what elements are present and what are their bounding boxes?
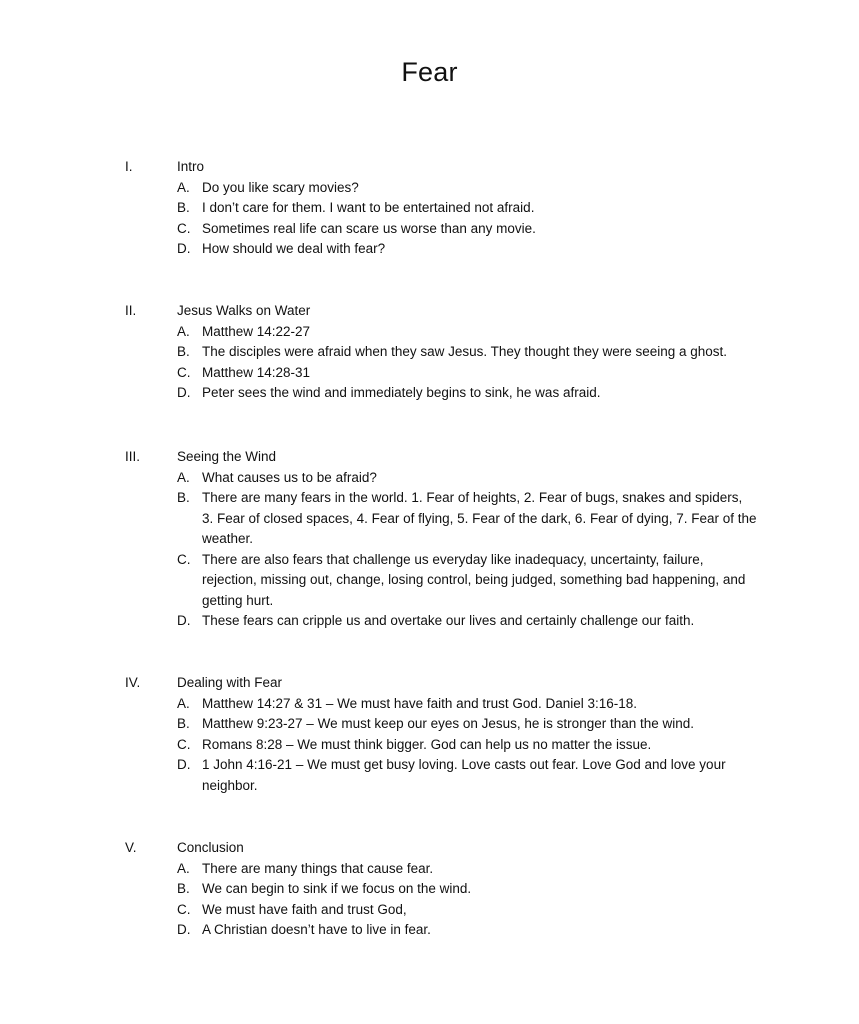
item-text: Romans 8:28 – We must think bigger. God can help us no matter the issue. <box>202 736 652 752</box>
item-letter: C. <box>177 551 191 567</box>
item-letter: A. <box>177 469 190 485</box>
item-text: 1 John 4:16-21 – We must get busy loving. Love casts out fear. Love God and love your neighbor. <box>202 757 726 793</box>
item-letter: A. <box>177 323 190 339</box>
item-letter: D. <box>177 613 191 628</box>
item-text: A Christian doesn’t have to live in fear. <box>202 922 431 937</box>
item-text: Matthew 14:22-27 <box>202 323 311 339</box>
section-numeral: III. <box>125 449 141 464</box>
item-letter: D. <box>177 385 191 400</box>
list-item <box>177 198 757 219</box>
list-item <box>177 694 757 715</box>
list-item <box>177 714 757 735</box>
item-text: There are many fears in the world. 1. Fear of heights, 2. Fear of bugs, snakes and spiders, 3. Fear of closed spaces, 4. Fear of flying, 5. Fear of the dark, 6. Fear of dying, 7. Fear of the weather. <box>202 490 757 546</box>
section-items <box>177 178 757 260</box>
list-item <box>177 468 757 489</box>
list-item <box>177 550 757 612</box>
item-letter: D. <box>177 241 191 256</box>
item-text: Peter sees the wind and immediately begins to sink, he was afraid. <box>202 385 601 400</box>
section-heading: Conclusion <box>177 840 244 855</box>
section-heading: Intro <box>177 159 205 174</box>
section-numeral: V. <box>125 840 137 855</box>
item-text: There are also fears that challenge us everyday like inadequacy, uncertainty, failure, rejection, missing out, change, losing control, being judged, something bad happening, and getting hurt. <box>202 551 746 608</box>
item-letter: B. <box>177 200 190 215</box>
item-text: Matthew 14:27 & 31 – We must have faith and trust God. Daniel 3:16-18. <box>202 695 637 711</box>
item-letter: A. <box>177 860 190 876</box>
list-item <box>177 488 757 550</box>
item-letter: D. <box>177 757 191 772</box>
list-item <box>177 879 757 900</box>
item-letter: B. <box>177 881 190 896</box>
section-items <box>177 859 757 941</box>
section-items <box>177 694 757 797</box>
item-letter: B. <box>177 716 190 731</box>
list-item <box>177 342 777 363</box>
item-letter: A. <box>177 695 190 711</box>
item-letter: C. <box>177 220 191 236</box>
list-item <box>177 900 757 921</box>
list-item <box>177 363 777 384</box>
item-letter: C. <box>177 901 191 917</box>
item-text: What causes us to be afraid? <box>202 469 377 485</box>
section-heading: Seeing the Wind <box>177 449 277 464</box>
section-numeral: IV. <box>125 675 141 690</box>
item-letter: B. <box>177 490 190 505</box>
list-item <box>177 219 757 240</box>
list-item <box>177 383 777 404</box>
item-text: Do you like scary movies? <box>202 179 359 195</box>
list-item <box>177 859 757 880</box>
item-text: How should we deal with fear? <box>202 241 386 256</box>
item-text: Matthew 9:23-27 – We must keep our eyes on Jesus, he is stronger than the wind. <box>202 716 695 731</box>
item-text: We can begin to sink if we focus on the wind. <box>202 881 472 896</box>
list-item <box>177 178 757 199</box>
section-numeral: I. <box>125 159 133 174</box>
section-numeral: II. <box>125 303 137 318</box>
item-letter: C. <box>177 736 191 752</box>
item-text: These fears can cripple us and overtake our lives and certainly challenge our faith. <box>202 613 695 628</box>
item-letter: B. <box>177 344 190 359</box>
list-item <box>177 920 757 941</box>
section-heading: Dealing with Fear <box>177 675 283 690</box>
document-title: Fear <box>401 57 458 87</box>
item-text: There are many things that cause fear. <box>202 860 434 876</box>
list-item <box>177 611 757 632</box>
item-text: The disciples were afraid when they saw Jesus. They thought they were seeing a ghost. <box>202 344 728 359</box>
list-item <box>177 239 757 260</box>
item-letter: A. <box>177 179 190 195</box>
item-letter: C. <box>177 364 191 380</box>
list-item <box>177 755 757 796</box>
list-item <box>177 735 757 756</box>
item-letter: D. <box>177 922 191 937</box>
item-text: I don’t care for them. I want to be entertained not afraid. <box>202 200 535 215</box>
item-text: Matthew 14:28-31 <box>202 364 311 380</box>
list-item <box>177 322 777 343</box>
item-text: Sometimes real life can scare us worse than any movie. <box>202 220 536 236</box>
section-items <box>177 322 777 404</box>
item-text: We must have faith and trust God, <box>202 901 407 917</box>
section-heading: Jesus Walks on Water <box>177 303 311 318</box>
section-items <box>177 468 757 632</box>
